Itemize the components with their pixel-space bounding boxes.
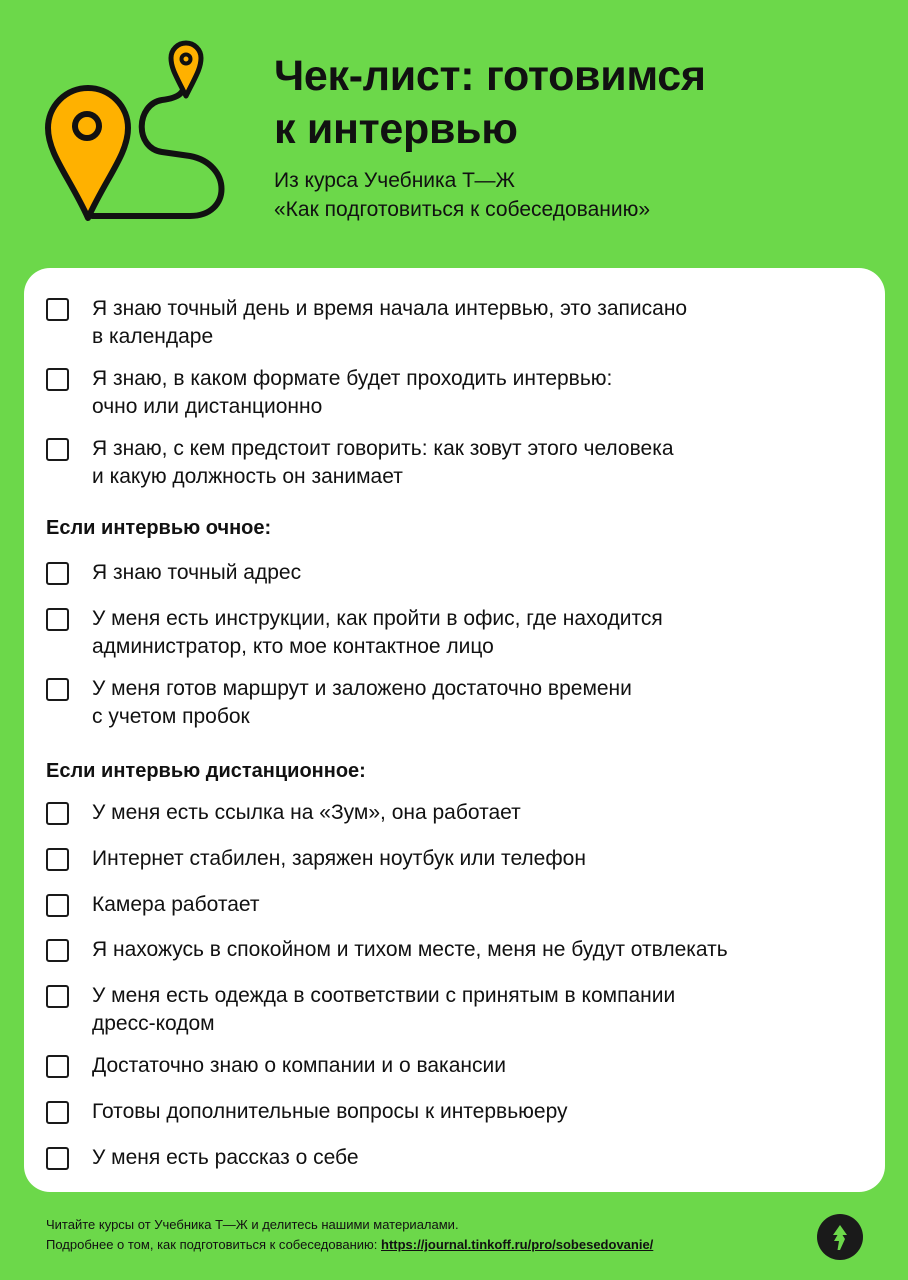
checklist-item-text [92, 845, 852, 873]
footer [46, 1215, 653, 1255]
checklist-item-text [92, 675, 852, 731]
checklist-item-text [92, 1052, 852, 1080]
item-line-1: Достаточно знаю о компании и о вакансии [92, 1054, 506, 1077]
item-line-2: администратор, кто мое контактное лицо [92, 635, 494, 658]
item-line-1: У меня есть рассказ о себе [92, 1146, 359, 1169]
checklist-item-text [92, 982, 852, 1038]
map-route-icon [40, 38, 240, 234]
lightning-icon [817, 1214, 863, 1260]
item-line-2: дресс-кодом [92, 1012, 215, 1035]
item-line-1: Я знаю, в каком формате будет проходить интервью: [92, 367, 613, 390]
checklist-item-text [92, 559, 852, 587]
course-link[interactable]: https://journal.tinkoff.ru/pro/sobesedovanie/ [381, 1237, 654, 1252]
page-title [274, 50, 706, 156]
checklist-item-text [92, 1098, 852, 1126]
section-heading-remote: Если интервью дистанционное: [46, 760, 366, 782]
title-line-2: к интервью [274, 105, 518, 153]
checkbox[interactable] [46, 1055, 69, 1078]
item-line-1: Я знаю точный день и время начала интервью, это записано [92, 297, 688, 320]
footer-line-1: Читайте курсы от Учебника Т—Ж и делитесь нашими материалами. [46, 1217, 459, 1232]
checkbox[interactable] [46, 608, 69, 631]
section-heading-in-person: Если интервью очное: [46, 517, 272, 539]
item-line-1: Интернет стабилен, заряжен ноутбук или телефон [92, 847, 586, 870]
checklist-card [24, 268, 885, 1192]
checklist-item-text [92, 365, 852, 421]
tj-badge [817, 1214, 863, 1260]
item-line-1: У меня есть ссылка на «Зум», она работает [92, 801, 521, 824]
checkbox[interactable] [46, 438, 69, 461]
checkbox[interactable] [46, 894, 69, 917]
checkbox[interactable] [46, 985, 69, 1008]
item-line-1: У меня есть одежда в соответствии с принятым в компании [92, 984, 676, 1007]
item-line-2: и какую должность он занимает [92, 465, 403, 488]
checklist-item-text [92, 891, 852, 919]
subtitle-line-1: Из курса Учебника Т—Ж [274, 169, 515, 192]
checkbox[interactable] [46, 678, 69, 701]
item-line-2: с учетом пробок [92, 705, 250, 728]
page-subtitle [274, 166, 650, 224]
footer-line-2-prefix: Подробнее о том, как подготовиться к собеседованию: [46, 1237, 381, 1252]
item-line-2: в календаре [92, 325, 214, 348]
item-line-1: Я знаю, с кем предстоит говорить: как зовут этого человека [92, 437, 674, 460]
checklist-item-text [92, 799, 852, 827]
checkbox[interactable] [46, 848, 69, 871]
checkbox[interactable] [46, 1147, 69, 1170]
title-line-1: Чек-лист: готовимся [274, 52, 706, 100]
checkbox[interactable] [46, 562, 69, 585]
checklist-item-text [92, 435, 852, 491]
item-line-1: Я нахожусь в спокойном и тихом месте, меня не будут отвлекать [92, 938, 728, 961]
checklist-item-text [92, 936, 852, 964]
checklist-item-text [92, 295, 852, 351]
checklist-item-text [92, 605, 852, 661]
checkbox[interactable] [46, 802, 69, 825]
checkbox[interactable] [46, 939, 69, 962]
checkbox[interactable] [46, 368, 69, 391]
checklist-item-text [92, 1144, 852, 1172]
checkbox[interactable] [46, 1101, 69, 1124]
item-line-1: Готовы дополнительные вопросы к интервьюеру [92, 1100, 568, 1123]
item-line-1: Я знаю точный адрес [92, 561, 302, 584]
subtitle-line-2: «Как подготовиться к собеседованию» [274, 198, 651, 221]
item-line-2: очно или дистанционно [92, 395, 323, 418]
item-line-1: У меня есть инструкции, как пройти в офис, где находится [92, 607, 663, 630]
item-line-1: Камера работает [92, 893, 260, 916]
checkbox[interactable] [46, 298, 69, 321]
item-line-1: У меня готов маршрут и заложено достаточно времени [92, 677, 632, 700]
